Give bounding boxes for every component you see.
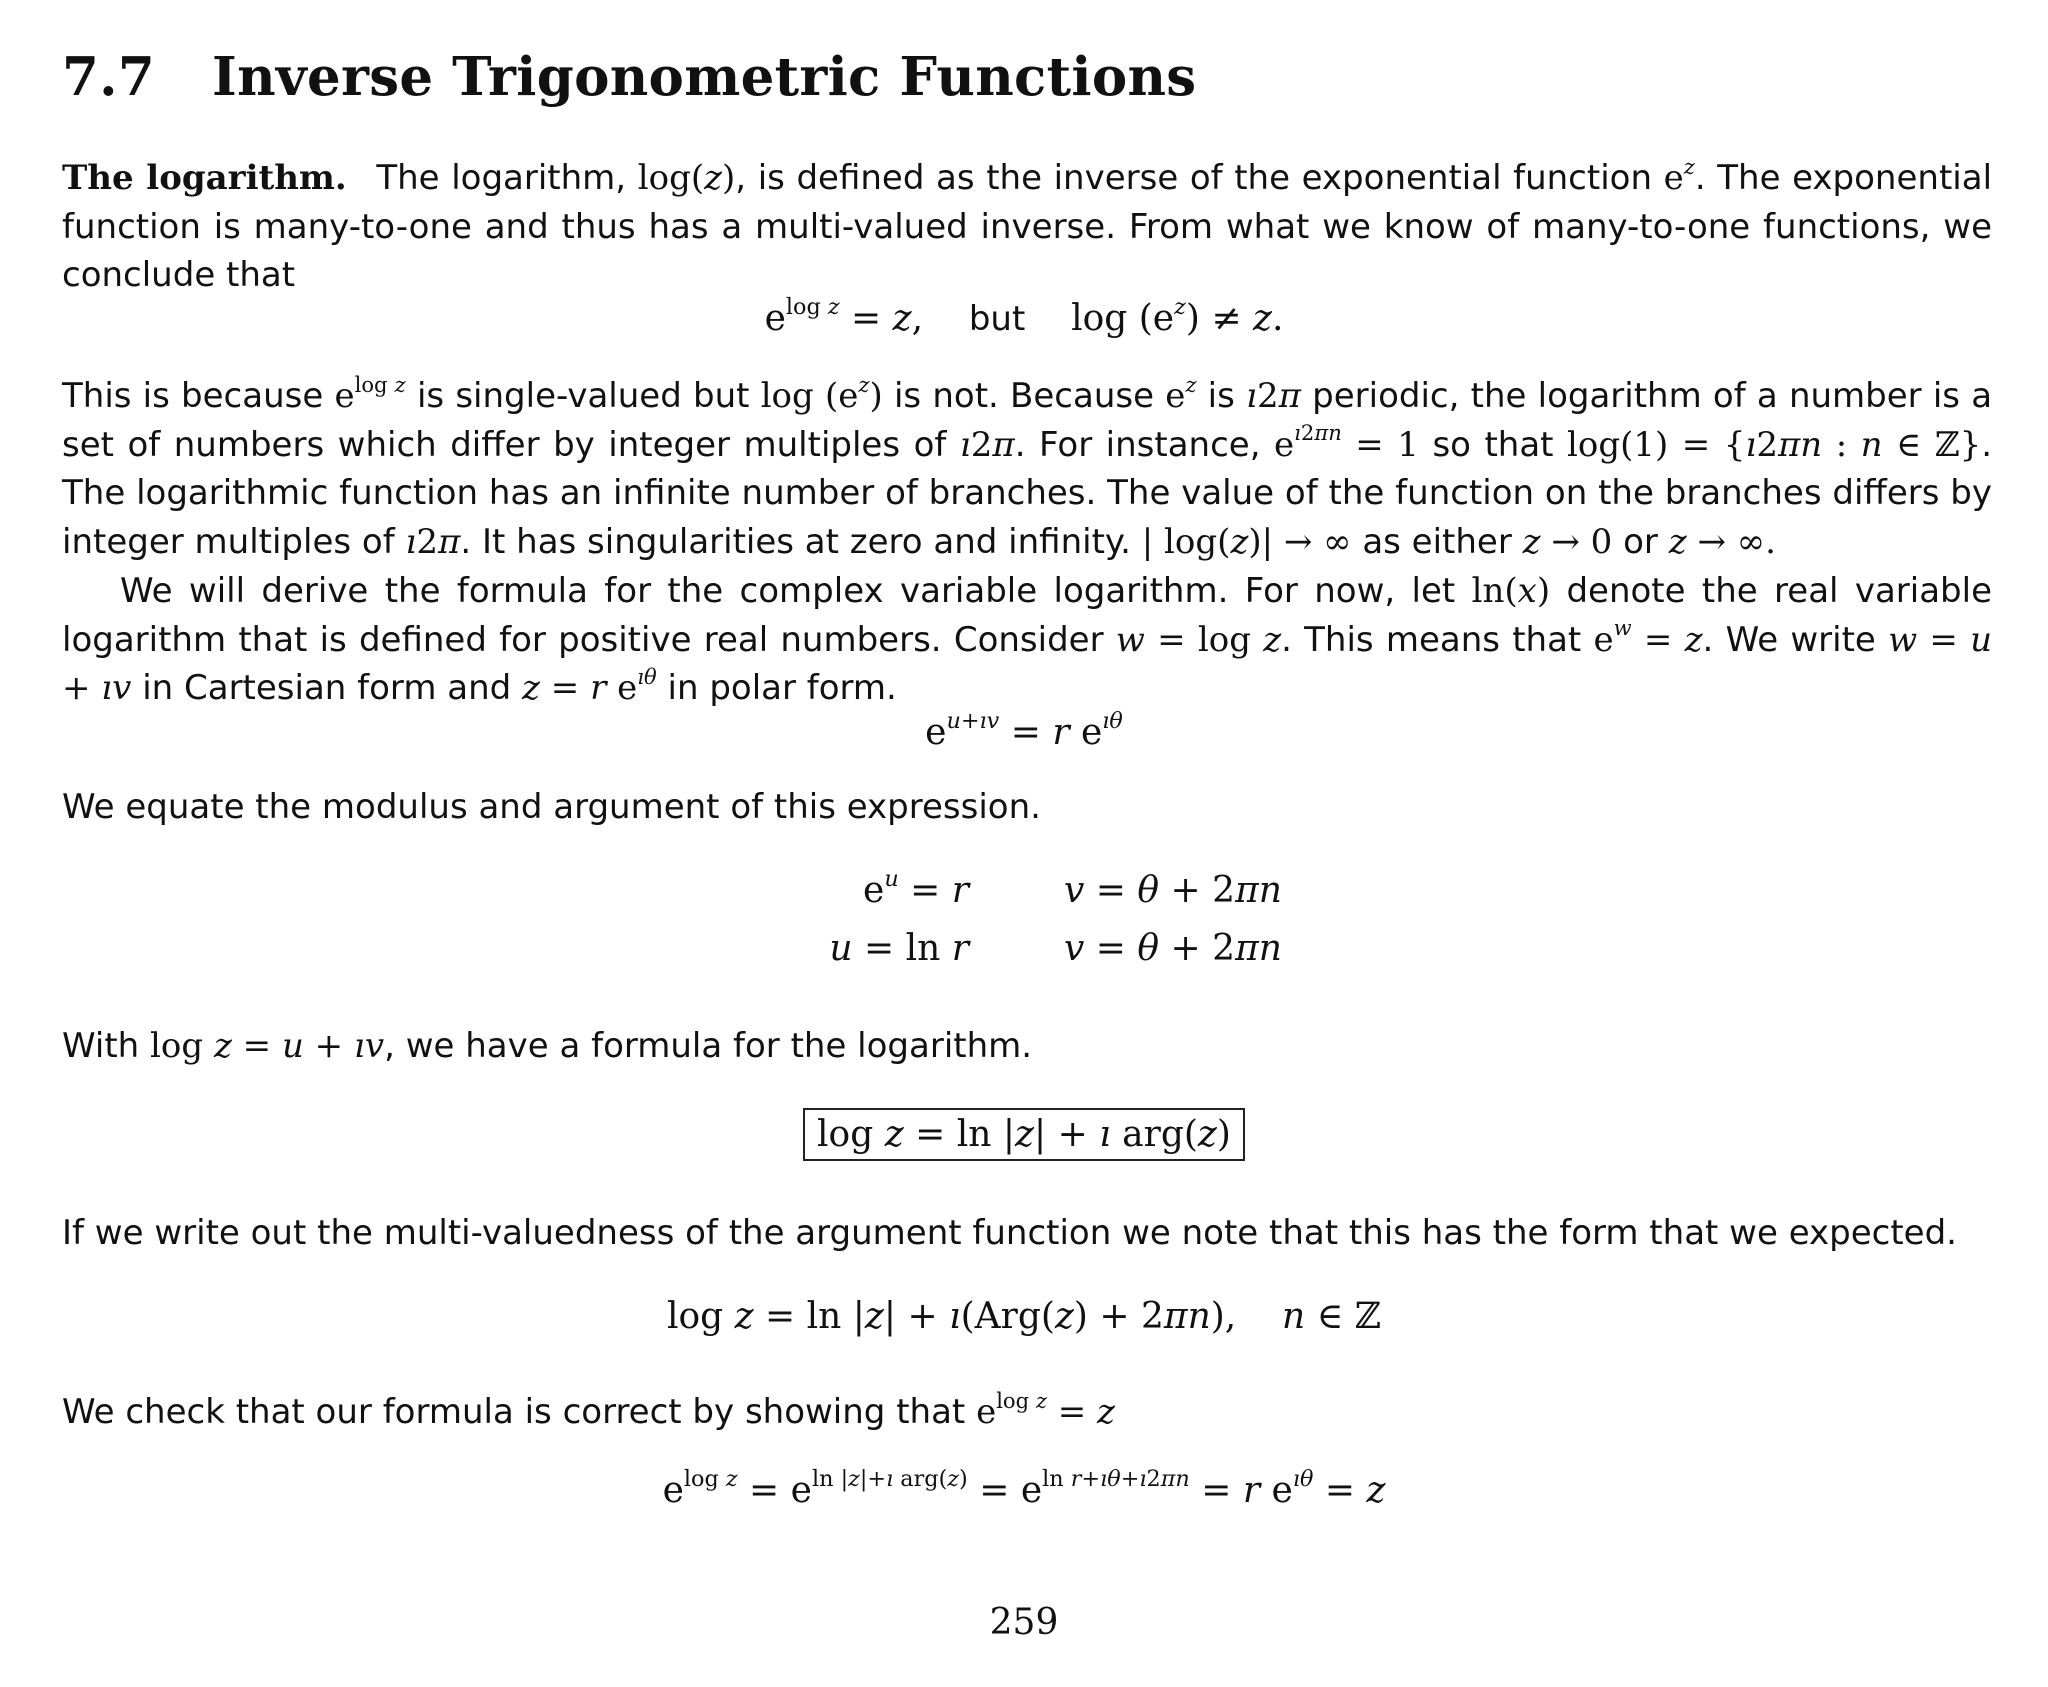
- section-title: Inverse Trigonometric Functions: [212, 46, 1197, 108]
- equation-boxed-formula: log z = ln |z| + ı arg(z): [0, 1108, 2048, 1161]
- equation-multivalued: log z = ln |z| + ı(Arg(z) + 2πn), n ∈ ℤ: [666, 1296, 1382, 1337]
- equation-log-exp: $e^{log z} = z$, but $\log (e^z) \ne z$.: [764, 293, 1284, 339]
- section-number: 7.7: [62, 46, 156, 108]
- equation-verification: $e^{log z} = e^{ln |z|+ı arg(z)} = e^{ln r+ı\theta+ı2\pi n} = r$ $e^{ı\theta} = z$: [662, 1465, 1386, 1511]
- paragraph-with-log: With log z = u + ıv, we have a formula for the logarithm.: [62, 1026, 1033, 1066]
- equation-polar: $e^{u+ıv} = r$ $e^{ı\theta}$: [925, 707, 1123, 753]
- page-number: 259: [989, 1602, 1059, 1643]
- paragraph-check: We check that our formula is correct by showing that $e^{log z} = z$: [62, 1387, 1115, 1432]
- paragraph-periodicity: This is because $e^{log z}$ is single-valued but $\log (e^z)$ is not. Because $e^z$ is ı2π periodic, the logarithm of a number is a set of numbers which differ by integer multiples of ı2π. For instance, $e^{ı2\pi n} = 1$ so that log(1) = {ı2πn : n ∈ ℤ}. The logarithmic function has an infinite number of branches. The value of the function on the branches differs by integer multiples of ı2π. It has singularities at zero and infinity. | log(z)| → ∞ as either z → 0 or z → ∞.: [62, 371, 1993, 562]
- paragraph-multivalued: If we write out the multi-valuedness of the argument function we note that this has the form that we expected.: [62, 1213, 1957, 1253]
- equation-system: $e^u = r$ v = θ + 2πn u = ln r v = θ + 2πn: [829, 865, 1282, 969]
- paragraph-logarithm-definition: The logarithm. The logarithm, log(z), is defined as the inverse of the exponential function $e^z$. The exponential function is many-to-one and thus has a multi-valued inverse. From what we know of many-to-one functions, we conclude that: [62, 153, 1993, 295]
- paragraph-derivation: We will derive the formula for the complex variable logarithm. For now, let ln(x) denote the real variable logarithm that is defined for positive real numbers. Consider w = log z. This means that $e^w = z$. We write w = u + ıv in Cartesian form and z = r $e^{ı\theta}$ in polar form.: [62, 571, 1993, 708]
- run-in-heading: The logarithm.: [62, 158, 347, 198]
- paragraph-equate: We equate the modulus and argument of this expression.: [62, 787, 1041, 827]
- section-heading: [62, 46, 1196, 108]
